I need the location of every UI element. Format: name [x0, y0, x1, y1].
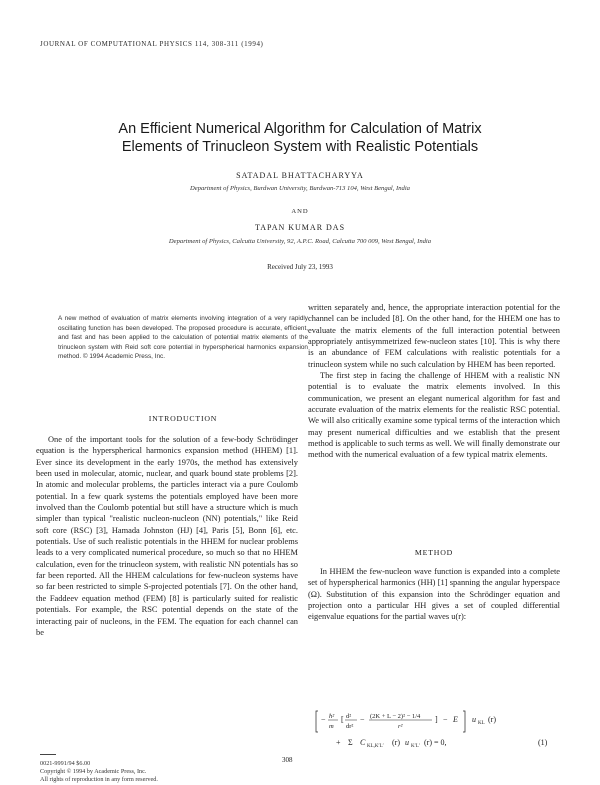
svg-text:dr²: dr² — [346, 723, 354, 730]
svg-text:−: − — [360, 715, 365, 724]
footer-copyright: Copyright © 1994 by Academic Press, Inc. — [40, 768, 147, 775]
running-head: JOURNAL OF COMPUTATIONAL PHYSICS 114, 308-311 (1994) — [40, 40, 264, 48]
svg-text:KL: KL — [478, 721, 485, 726]
and-separator: AND — [291, 208, 309, 215]
second-paragraph: The first step in facing the challenge of HHEM with a realistic NN potential is to evaluate the matrix elements involved. In this communication, we present an elegant numerical algorithm for fast and accurate evaluation of the matrix elements for the realistic RSC potential. We will also critically examine some typical terms of the interaction which may present numerical difficulties and we establish that the present method is applicable to such terms as well. We will finally demonstrate our method with the numerical evaluation of a few typical matrix elements. — [308, 371, 560, 460]
footnote-rule — [40, 754, 56, 755]
affiliation-2: Department of Physics, Calcutta University, 92, A.P.C. Road, Calcutta 700 009, West Bengal, India — [168, 238, 432, 245]
svg-text:(2K + L − 2)² − 1/4: (2K + L − 2)² − 1/4 — [370, 713, 421, 720]
received-date: Received July 23, 1993 — [267, 263, 333, 271]
equation-number: (1) — [538, 738, 548, 747]
svg-text:KL,K′L′: KL,K′L′ — [367, 744, 384, 749]
affiliation-1: Department of Physics, Burdwan University, Burdwan-713 104, West Bengal, India — [190, 185, 410, 192]
svg-text:(r): (r) — [488, 715, 496, 724]
page-number: 308 — [282, 756, 293, 764]
abstract: A new method of evaluation of matrix elements involving integration of a very rapidly oscillating function has been developed. The proposed procedure is accurate, efficient, and fast and has been applied to the calculation of potential matrix elements of the trinucleon system with Reid soft core potential in hyperspherical harmonics expansion method. © 1994 Academic Press, Inc. — [58, 315, 308, 361]
intro-paragraph: One of the important tools for the solution of a few-body Schrödinger equation is the hyperspherical harmonics expansion method (HHEM) [1]. Ever since its development in the early 1970s, the method has extensively been used in molecular, atomic, nuclear, and quark bound state problems [2]. In atomic and molecular problems, the particles interact via a pure Coulomb potential. In a few quark systems the potentials employed have been more involved than the Coulomb potential but still have a structure which is much simpler than typical "realistic nucleon-nucleon (NN) potentials," like Reid soft core (RSC) [3], Hamada Johnston (HJ) [4], Paris [5], Bonn [6], etc. potentials. Use of such realistic potentials in the HHEM for nuclear problems leads to a very complicated numerical procedure, so much so that no HHEM calculation, even for the trinucleon system, with realistic NN potentials has so far been reported. All the HHEM calculations for few-nucleon systems have so far been restricted to simple S-projected potentials [7]. On the other hand, the Faddeev equation method (FEM) [8] is particularly suited for realistic potentials. For example, the RSC potential depends on the state of the interacting pair of nucleons, in the FEM. The equation for each channel can be — [36, 435, 298, 637]
right-column-method — [308, 566, 560, 623]
svg-text:E: E — [453, 715, 458, 724]
author-2: TAPAN KUMAR DAS — [254, 223, 346, 232]
svg-text:u: u — [405, 738, 409, 747]
svg-text:−: − — [443, 715, 448, 724]
footer-price: 0021-9991/94 $6.00 — [40, 760, 91, 767]
continuation-paragraph: written separately and, hence, the appropriate interaction potential for the channel can be included [8]. On the other hand, for the HHEM one has to evaluate the matrix elements of the full interaction potential between appropriately antisymmetrized few-nucleon states [10]. This is why there is an abundance of FEM calculations with realistic potentials for a trinucleon system while no such calculation by HHEM has been reported. — [308, 303, 560, 369]
title-line-1: An Efficient Numerical Algorithm for Calculation of Matrix — [118, 121, 482, 137]
svg-text:K′L′: K′L′ — [411, 744, 420, 749]
svg-text:r²: r² — [398, 723, 403, 730]
svg-text:d²: d² — [346, 713, 352, 720]
svg-text:(r): (r) — [392, 738, 400, 747]
svg-text:Σ: Σ — [348, 738, 353, 747]
author-1: SATADAL BHATTACHARYYA — [236, 171, 364, 180]
equation-1 — [312, 708, 560, 752]
svg-text:−: − — [321, 715, 326, 724]
svg-text:[: [ — [341, 715, 344, 724]
svg-text:C: C — [360, 738, 366, 747]
method-paragraph: In HHEM the few-nucleon wave function is expanded into a complete set of hyperspherical harmonics (HH) [1] spanning the angular hyperspace (Ω). Substitution of this expansion into the Schrödinger equation and projection onto a particular HH gives a set of coupled differential eigenvalue equations for the partial waves u(r): — [308, 567, 560, 622]
paper-title — [60, 120, 540, 156]
method-heading: METHOD — [414, 548, 454, 557]
introduction-heading: INTRODUCTION — [148, 414, 218, 423]
svg-text:m: m — [329, 723, 334, 730]
svg-text:]: ] — [435, 715, 438, 724]
title-line-2: Elements of Trinucleon System with Realistic Potentials — [121, 139, 479, 155]
right-column-top — [308, 302, 560, 461]
svg-text:ħ²: ħ² — [329, 713, 335, 720]
footer-rights: All rights of reproduction in any form reserved. — [40, 776, 158, 783]
svg-text:+: + — [336, 738, 341, 747]
svg-text:u: u — [472, 715, 476, 724]
left-column — [36, 434, 298, 638]
svg-text:(r) = 0,: (r) = 0, — [424, 738, 447, 747]
